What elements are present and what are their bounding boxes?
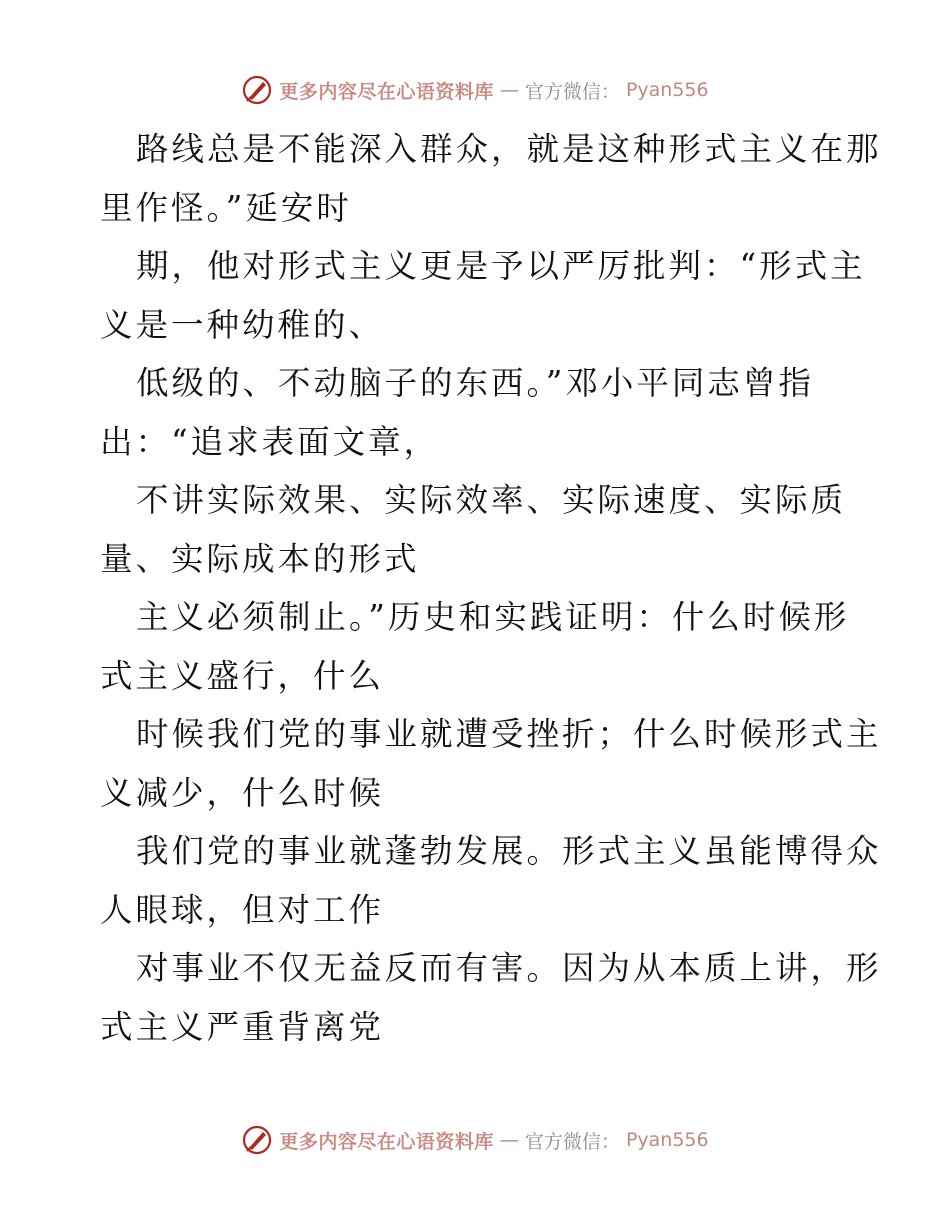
body-line: 我们党的事业就蓬勃发展。形式主义虽能博得众: [136, 832, 882, 870]
body-line: 出：“追求表面文章，: [100, 422, 440, 461]
body-line: 期，他对形式主义更是予以严厉批判：“形式主: [136, 247, 866, 285]
header-separator: —: [499, 79, 519, 101]
body-line: 路线总是不能深入群众，就是这种形式主义在那: [136, 130, 882, 168]
body-line: 里作怪。”延安时: [100, 188, 352, 227]
body-line: 低级的、不动脑子的东西。”邓小平同志曾指: [136, 364, 814, 402]
footer-wechat-label: 官方微信：: [524, 1130, 620, 1153]
footer-promo-text: 更多内容尽在心语资料库: [279, 1130, 494, 1153]
header-promo-text: 更多内容尽在心语资料库: [279, 80, 494, 103]
quill-pen-logo-icon: [241, 74, 273, 106]
header-banner: [0, 70, 950, 110]
body-line: 人眼球，但对工作: [100, 890, 385, 929]
footer-separator: —: [499, 1129, 519, 1151]
header-wechat-label: 官方微信：: [524, 80, 620, 103]
body-line: 时候我们党的事业就遭受挫折；什么时候形式主: [136, 715, 882, 753]
body-line: 量、实际成本的形式: [100, 539, 420, 578]
header-wechat-id: Pyan556: [625, 79, 709, 101]
footer-wechat-id: Pyan556: [625, 1129, 709, 1151]
body-line: 义是一种幼稚的、: [100, 305, 385, 344]
body-line: 不讲实际效果、实际效率、实际速度、实际质: [136, 481, 847, 519]
quill-pen-logo-icon: [241, 1124, 273, 1156]
footer-banner: [0, 1120, 950, 1160]
body-line: 主义必须制止。”历史和实践证明：什么时候形: [136, 598, 850, 636]
document-body: [100, 120, 882, 1056]
body-line: 义减少，什么时候: [100, 773, 385, 812]
body-line: 式主义盛行，什么: [100, 656, 385, 695]
body-line: 式主义严重背离党: [100, 1007, 385, 1046]
body-line: 对事业不仅无益反而有害。因为从本质上讲，形: [136, 949, 882, 987]
